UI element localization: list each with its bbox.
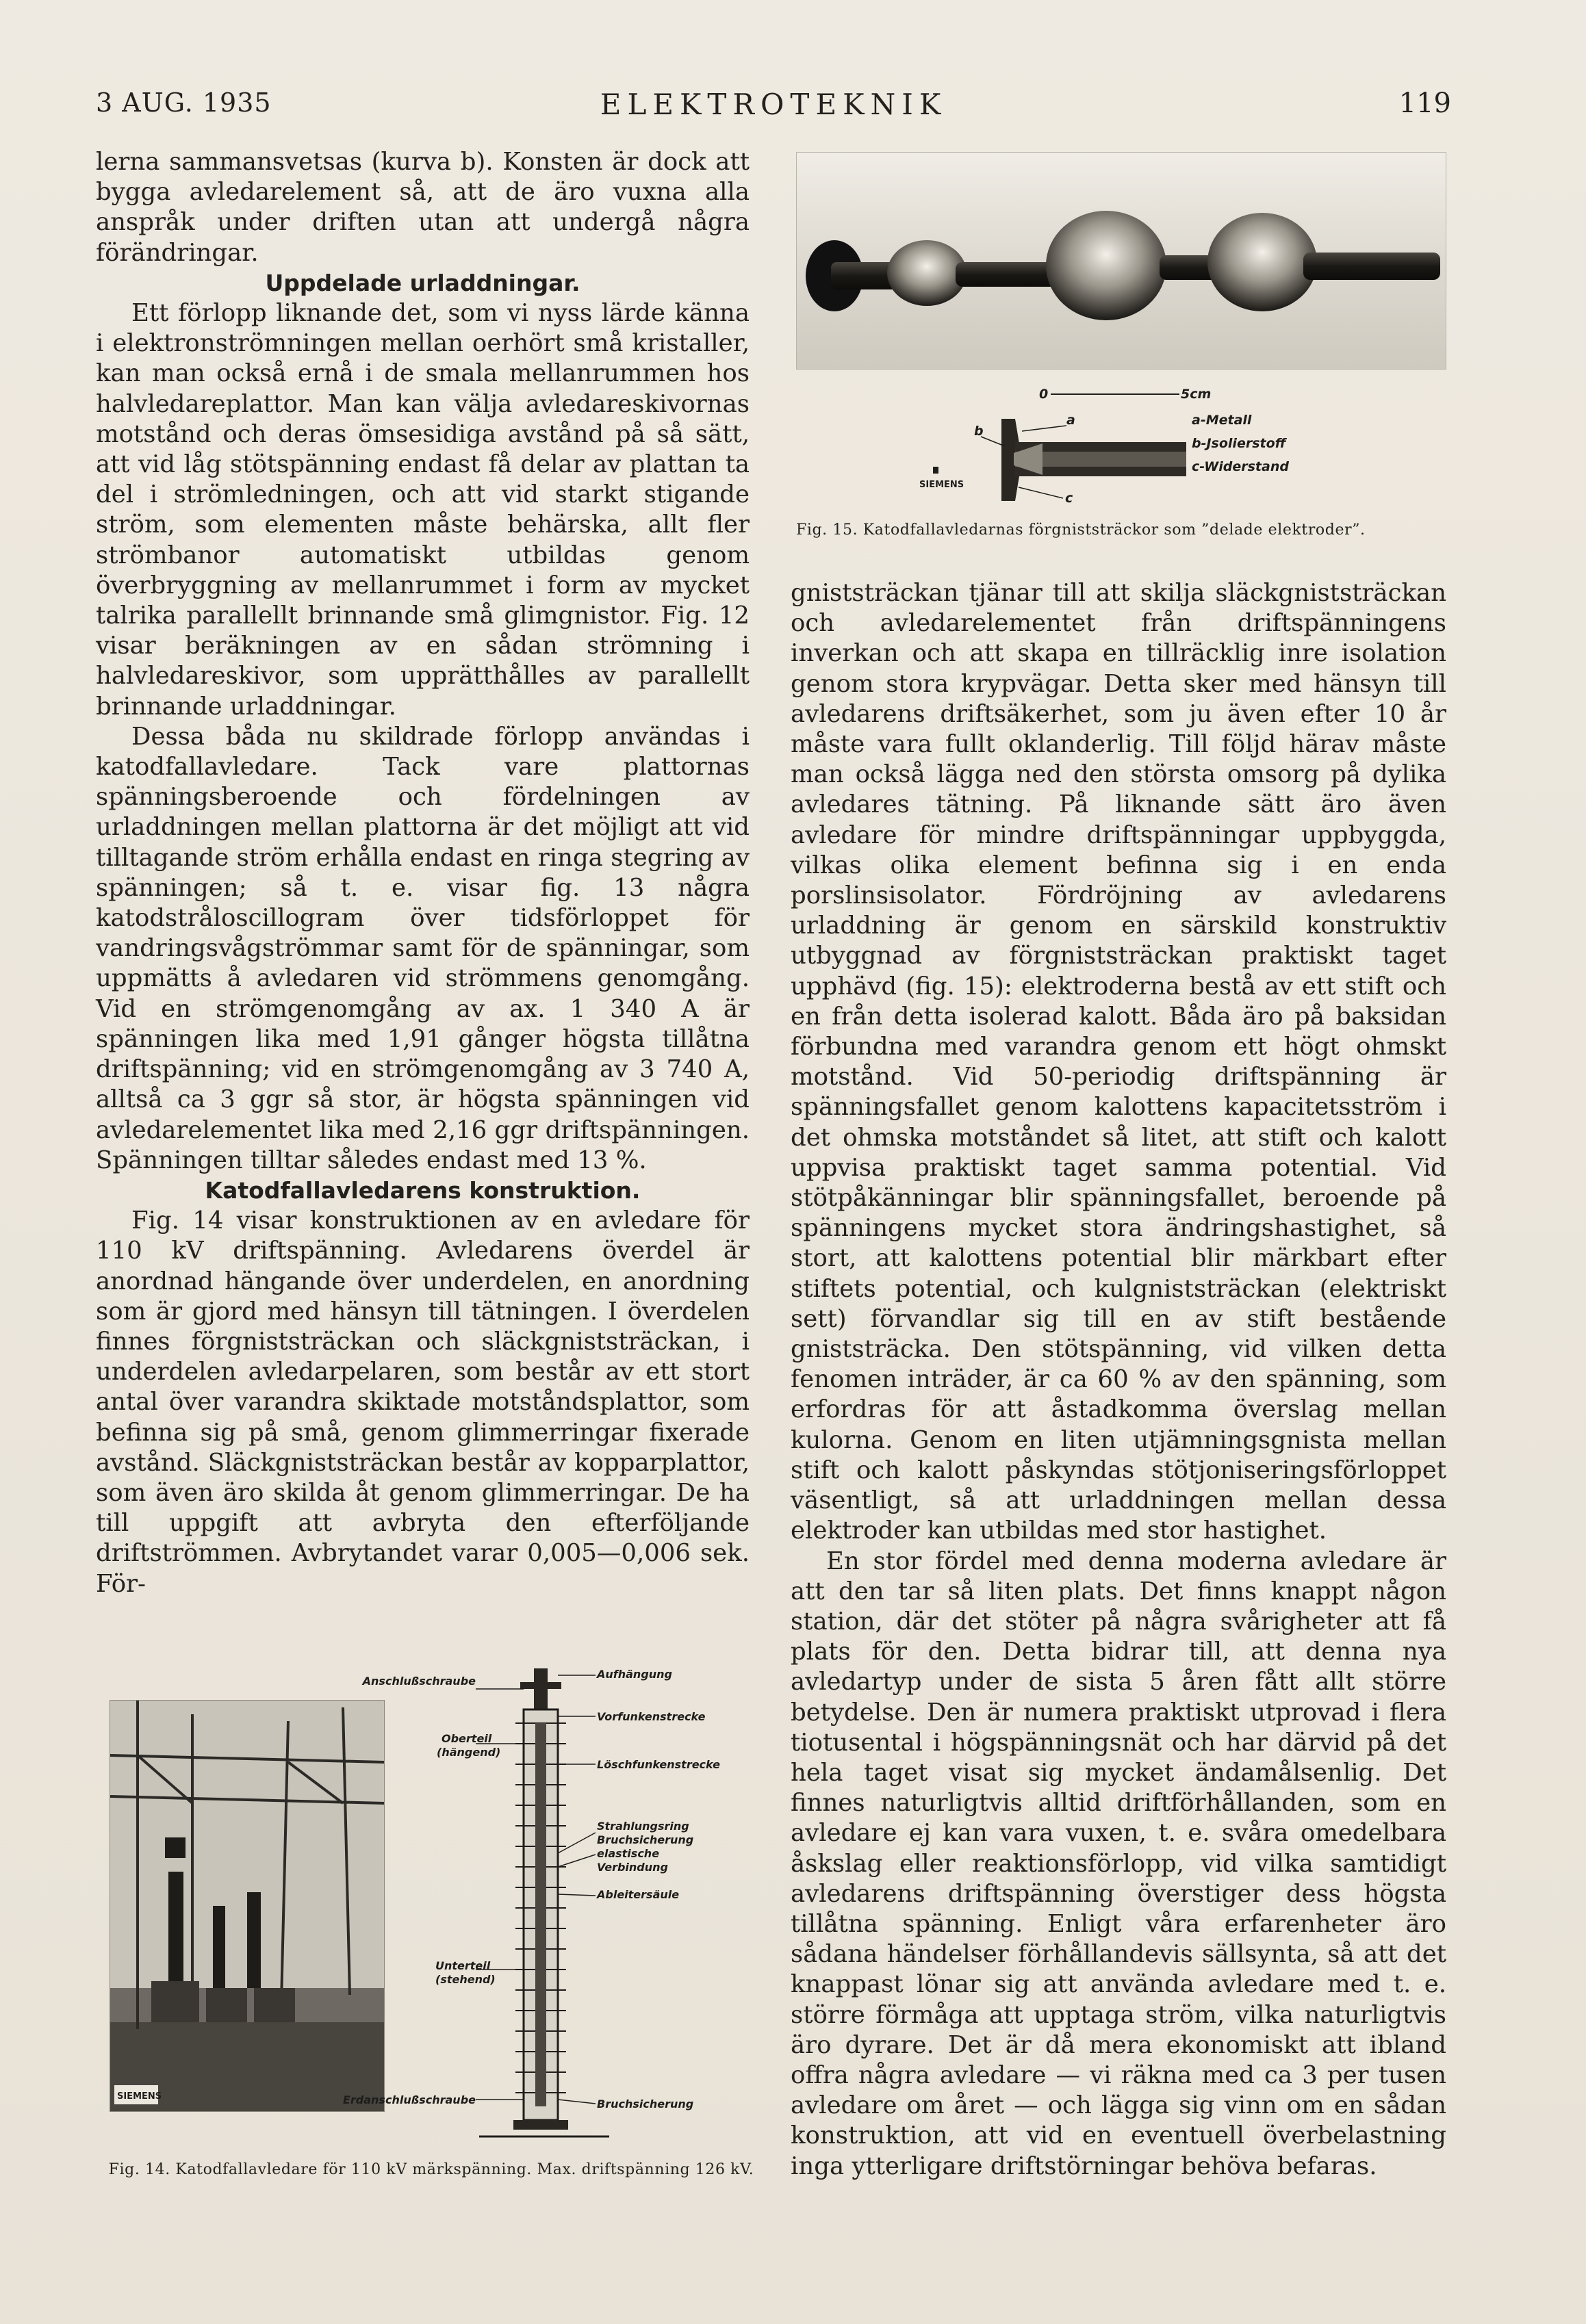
svg-text:SIEMENS: SIEMENS: [117, 2091, 162, 2102]
arrester-body: [479, 1668, 609, 2136]
label-anschlussschraube: Anschlußschraube: [362, 1675, 476, 1688]
label-loeschfunkenstrecke: Löschfunkenstrecke: [597, 1758, 720, 1771]
figure-15-caption: Fig. 15. Katodfallavledarnas förgniststräckor som ”delade elektroder”.: [796, 521, 1366, 539]
figure-15: [796, 152, 1446, 547]
label-oberteil: Oberteil: [442, 1732, 492, 1745]
figure-14-caption: Fig. 14. Katodfallavledare för 110 kV märkspänning. Max. driftspänning 126 kV.: [108, 2161, 754, 2178]
scale-end: 5cm: [1181, 387, 1212, 402]
section-heading: Katodfallavledarens konstruktion.: [205, 1176, 641, 1204]
label-strahlungsring: Strahlungsring: [597, 1820, 689, 1833]
siemens-logo: [114, 2085, 162, 2104]
page-number: 119: [1398, 88, 1451, 119]
label-bruchsicherung-top: Bruchsicherung: [597, 1833, 694, 1846]
label-verbindung: Verbindung: [597, 1861, 668, 1874]
electrode-cross-section: [981, 419, 1186, 501]
label-a: a: [1066, 413, 1075, 428]
legend-b: b-Jsolierstoff: [1192, 436, 1286, 451]
label-bruchsicherung-bottom: Bruchsicherung: [597, 2097, 694, 2110]
electrodes-photo: [796, 152, 1446, 370]
issue-date: 3 AUG. 1935: [96, 88, 272, 118]
label-aufhaengung: Aufhängung: [597, 1668, 672, 1681]
section-heading: Uppdelade urladdningar.: [265, 269, 580, 296]
label-elastische: elastische: [597, 1847, 660, 1860]
label-ableitersaeule: Ableitersäule: [597, 1888, 680, 1901]
electrode-drawing: [796, 371, 1446, 535]
paragraph: Ett förlopp liknande det, som vi nyss lärde känna i elektronströmningen mellan oerhört små kristaller, kan man också ernå i de smala mellanrummen hos halvledareplattor. Man kan välja avledareskivornas motstånd och deras ömsesidiga avstånd på så sätt, att vid låg stötspänning endast få delar av plattan ta del i strömledningen, och att vid starkt stigande ström, som elementen måste behärska, allt fler strömbanor automatiskt utbildas genom överbryggning av mellanrummet i form av mycket talrika parallellt brinnande små glimgnistor. Fig. 12 visar beräkningen av en sådan strömning i halvledareskivor, som upprätthålles av parallellt brinnande urladdningar.: [96, 299, 750, 721]
label-c: c: [1065, 491, 1073, 506]
label-unterteil-stehend: (stehend): [435, 1973, 496, 1986]
arrester-drawing: [342, 1662, 760, 2168]
journal-title: ELEKTROTEKNIK: [600, 88, 947, 121]
legend-a: a-Metall: [1192, 413, 1252, 428]
svg-text:SIEMENS: SIEMENS: [919, 480, 964, 490]
paragraph: gniststräckan tjänar till att skilja släckgniststräckan och avledarelementet från driftspänningens inverkan och att skapa en tillräcklig inre isolation genom stora krypvägar. Detta sker med hänsyn till avledarens driftsäkerhet, som ju även efter 10 år måste vara fullt oklanderlig. Till följd härav måste man också lägga ned den största omsorg på dylika avledares tätning. På liknande sätt äro även avledare för mindre driftspänningar uppbyggda, vilkas olika element befinna sig i en enda porslinsisolator. Fördröjning av avledarens urladdning är genom en särskild konstruktiv utbyggnad av förgniststräckan praktiskt taget upphävd (fig. 15): elektroderna bestå av ett stift och en från detta isolerad kalott. Båda äro på baksidan förbundna med varandra genom ett högt ohmskt motstånd. Vid 50-periodig driftspänning är spänningsfallet genom kalottens kapacitetsström i det ohmska motståndet så litet, att stift och kalott uppvisa praktiskt taget samma potential. Vid stötpåkänningar blir spänningsfallet, beroende på spänningens mycket stora ändringshastighet, så stort, att kalottens potential blir märkbart efter stiftets potential, och kulgniststräckan (elektriskt sett) förvandlar sig till en av stift bestående gniststräcka. Den stötspänning, vid vilken detta fenomen inträder, är ca 60 % av den spänning, som erfordras för att åstadkomma överslag mellan kulorna. Genom en liten utjämningsgnista mellan stift och kalott påskyndas stötjoniseringsförloppet väsentligt, så att urladdningen mellan dessa elektroder kan utbildas med stor hastighet.: [791, 579, 1446, 1545]
left-column: [96, 147, 750, 1599]
scale-start: 0: [1039, 387, 1049, 402]
figure-14: [103, 1662, 760, 2250]
label-vorfunkenstrecke: Vorfunkenstrecke: [597, 1710, 706, 1723]
label-erdanschlussschraube: Erdanschlußschraube: [342, 2093, 476, 2106]
substation-photo: [110, 1700, 385, 2112]
siemens-logo: [919, 467, 964, 490]
page-header: [96, 88, 1451, 129]
paragraph: lerna sammansvetsas (kurva b). Konsten är dock att bygga avledarelement så, att de äro vuxna alla anspråk under driften utan att undergå några förändringar.: [96, 148, 750, 267]
electrodes-photo-graphic: [797, 153, 1446, 369]
right-column: [791, 578, 1446, 2182]
paragraph: En stor fördel med denna moderna avledare är att den tar så liten plats. Det finns knappt någon station, där det stöter på några svårigheter att få plats för den. Detta bidrar till, att denna nya avledartyp under de sista 5 åren fått allt större betydelse. Den är numera praktiskt utprovad i flera tiotusental i högspänningsnät och har därvid på det hela taget visat sig mycket ändamålsenlig. Det finnes naturligtvis alltid driftförhållanden, som en avledare ej kan vara vuxen, t. e. svåra omedelbara åskslag eller reaktionsförlopp, vid vilka samtidigt avledarens driftspänning överstiger dess högsta tillåtna spänning. Enligt våra erfarenheter äro sådana händelser förhållandevis sällsynta, så att det knappast lönar sig att använda avledare med t. e. större förmåga att upptaga ström, vilka naturligtvis äro dyrare. Det är då mera ekonomiskt att ibland offra några avledare — vi räkna med ca 3 per tusen avledare om året — och lägga sig vinn om en sådan konstruktion, att vid en eventuell överbelastning inga ytterligare driftstörningar behöva befaras.: [791, 1547, 1446, 2180]
paragraph: Dessa båda nu skildrade förlopp användas i katodfallavledare. Tack vare plattornas spänningsberoende och fördelningen av urladdningen mellan plattorna är det möjligt att vid tilltagande ström erhålla endast en ringa stegring av spänningen; så t. e. visar fig. 13 några katodstråloscillogram över tidsförloppet för vandringsvågströmmar samt för de spänningar, som uppmätts å avledaren vid strömmens genomgång. Vid en strömgenomgång av ax. 1 340 A är spänningen lika med 1,91 gånger högsta tillåtna driftspänning; vid en strömgenomgång av 3 740 A, alltså ca 3 ggr så stor, är högsta spänningen vid avledarelementet lika med 2,16 ggr driftspänningen. Spänningen tilltar således endast med 13 %.: [96, 722, 750, 1174]
paragraph: Fig. 14 visar konstruktionen av en avledare för 110 kV driftspänning. Avledarens överdel är anordnad hängande över underdelen, en anordning som är gjord med hänsyn till tätningen. I överdelen finnes förgniststräckan och släckgniststräckan, i underdelen avledarpelaren, som består av ett stort antal över varandra skiktade motståndsplattor, som befinna sig på små, genom glimmerringar fixerade avstånd. Släckgniststräckan består av kopparplattor, som även äro skilda åt genom glimmerringar. De ha till uppgift att avbryta den efterföljande driftströmmen. Avbrytandet varar 0,005—0,006 sek. För-: [96, 1206, 750, 1598]
label-oberteil-haengend: (hängend): [437, 1746, 501, 1759]
label-b: b: [974, 424, 984, 439]
legend-c: c-Widerstand: [1192, 459, 1289, 474]
label-unterteil: Unterteil: [435, 1959, 491, 1972]
